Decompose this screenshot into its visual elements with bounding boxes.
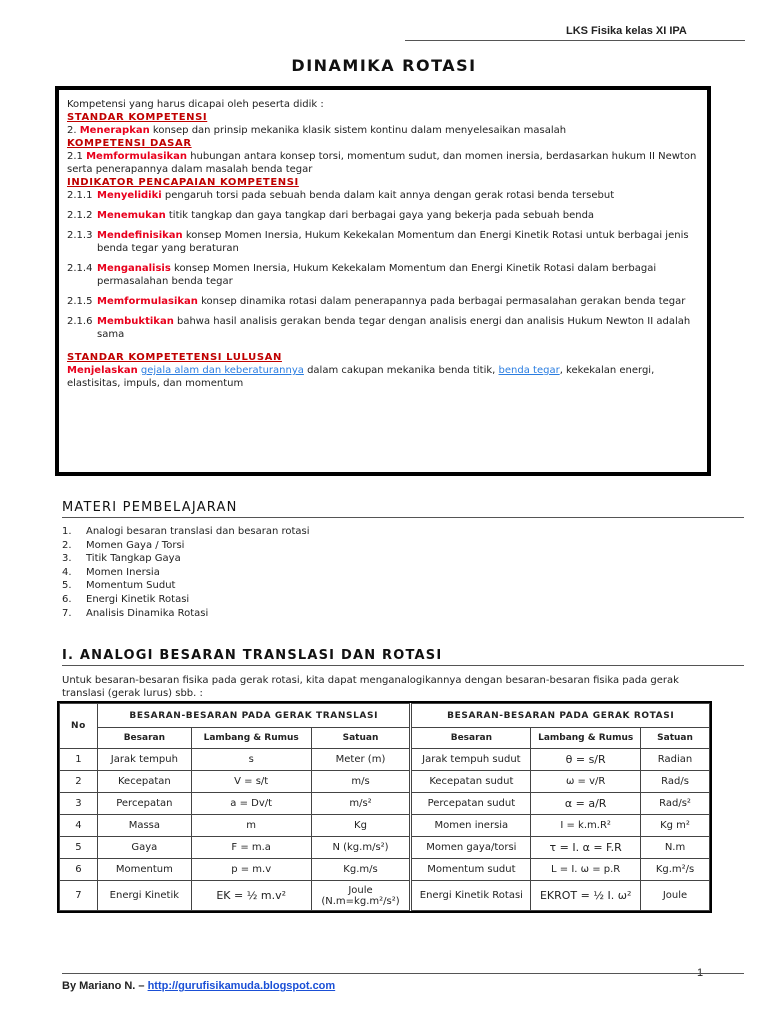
- competency-box: [55, 86, 711, 476]
- indicator-item: [67, 315, 699, 341]
- cell-r-lambang: L = I. ω = p.R: [531, 859, 641, 881]
- cell-t-satuan: Meter (m): [311, 749, 411, 771]
- cell-r-besaran: Momen inersia: [411, 815, 531, 837]
- cell-t-lambang: F = m.a: [191, 837, 311, 859]
- indicator-verb: Menganalisis: [97, 263, 171, 274]
- sk-verb: Menerapkan: [79, 125, 150, 136]
- cell-t-besaran: Massa: [97, 815, 191, 837]
- list-item: [62, 552, 310, 566]
- col-t-satuan: Satuan: [311, 728, 411, 749]
- list-number: 4.: [62, 566, 72, 578]
- cell-r-besaran: Percepatan sudut: [411, 793, 531, 815]
- cell-r-satuan: Joule: [641, 881, 710, 911]
- list-number: 7.: [62, 607, 72, 619]
- indicator-verb: Membuktikan: [97, 316, 174, 327]
- table-row: [60, 771, 710, 793]
- skl-verb: Menjelaskan: [67, 365, 138, 376]
- cell-r-lambang: ω = v/R: [531, 771, 641, 793]
- indicator-item: [67, 295, 699, 308]
- group-rotasi: BESARAN-BESARAN PADA GERAK ROTASI: [411, 704, 710, 728]
- cell-t-lambang: EK = ½ m.v²: [191, 881, 311, 911]
- table-row: [60, 881, 710, 911]
- list-item: [62, 539, 310, 553]
- col-t-lambang: Lambang & Rumus: [191, 728, 311, 749]
- col-r-lambang: Lambang & Rumus: [531, 728, 641, 749]
- section1-intro: Untuk besaran-besaran fisika pada gerak rotasi, kita dapat menganalogikannya dengan besaran-besaran fisika pada gerak translasi (gerak lurus) sbb. :: [62, 675, 679, 699]
- indicator-verb: Menyelidiki: [97, 190, 162, 201]
- cell-r-besaran: Momen gaya/torsi: [411, 837, 531, 859]
- cell-r-lambang: α = a/R: [531, 793, 641, 815]
- cell-no: 6: [60, 859, 98, 881]
- cell-no: 7: [60, 881, 98, 911]
- cell-no: 3: [60, 793, 98, 815]
- cell-t-satuan-line1: Joule: [348, 884, 373, 896]
- materi-heading: MATERI PEMBELAJARAN: [62, 500, 238, 515]
- list-text: Momentum Sudut: [86, 580, 176, 592]
- list-item: [62, 593, 310, 607]
- col-r-besaran: Besaran: [411, 728, 531, 749]
- sk-number: 2.: [67, 125, 77, 136]
- indicator-list: [67, 189, 699, 341]
- cell-r-besaran: Jarak tempuh sudut: [411, 749, 531, 771]
- indicator-verb: Menemukan: [97, 210, 166, 221]
- table-row: [60, 749, 710, 771]
- sk-heading: STANDAR KOMPETENSI: [67, 112, 208, 123]
- list-text: Momen Gaya / Torsi: [86, 539, 185, 551]
- cell-t-besaran: Energi Kinetik: [97, 881, 191, 911]
- group-translasi: BESARAN-BESARAN PADA GERAK TRANSLASI: [97, 704, 411, 728]
- col-r-satuan: Satuan: [641, 728, 710, 749]
- header-title: LKS Fisika kelas XI IPA: [566, 25, 687, 37]
- section1-rule: [62, 665, 744, 666]
- list-text: Energi Kinetik Rotasi: [86, 593, 190, 605]
- cell-r-besaran: Energi Kinetik Rotasi: [411, 881, 531, 911]
- footer: [62, 980, 335, 992]
- cell-t-besaran: Momentum: [97, 859, 191, 881]
- skl-link-benda-tegar[interactable]: benda tegar: [498, 365, 560, 376]
- section1-heading: I. ANALOGI BESARAN TRANSLASI DAN ROTASI: [62, 648, 443, 663]
- page-number: 1: [697, 967, 704, 979]
- indicator-number: 2.1.2: [67, 210, 93, 221]
- cell-t-satuan: N (kg.m/s²): [311, 837, 411, 859]
- cell-r-besaran: Momentum sudut: [411, 859, 531, 881]
- table-row: [60, 859, 710, 881]
- list-text: Titik Tangkap Gaya: [86, 553, 181, 565]
- cell-no: 4: [60, 815, 98, 837]
- indicator-item: [67, 262, 699, 288]
- footer-author: By Mariano N. –: [62, 980, 148, 992]
- page-title: DINAMIKA ROTASI: [291, 56, 477, 75]
- cell-r-besaran: Kecepatan sudut: [411, 771, 531, 793]
- list-text: Analogi besaran translasi dan besaran rotasi: [86, 526, 310, 537]
- cell-t-besaran: Percepatan: [97, 793, 191, 815]
- cell-t-satuan: m/s²: [311, 793, 411, 815]
- cell-t-satuan: Kg: [311, 815, 411, 837]
- materi-list: [62, 525, 310, 620]
- competency-intro: Kompetensi yang harus dicapai oleh peserta didik :: [67, 99, 324, 110]
- indicator-number: 2.1.1: [67, 190, 93, 201]
- indicator-body: pengaruh torsi pada sebuah benda dalam kait annya dengan gerak rotasi benda tersebut: [161, 190, 615, 201]
- list-item: [62, 525, 310, 539]
- cell-no: 1: [60, 749, 98, 771]
- list-item: [62, 607, 310, 621]
- indicator-number: 2.1.6: [67, 316, 93, 327]
- cell-t-satuan-line2: (N.m=kg.m²/s²): [321, 895, 400, 907]
- skl-middle: dalam cakupan mekanika benda titik,: [303, 365, 499, 376]
- footer-rule: [62, 973, 744, 974]
- indicator-item: [67, 189, 699, 202]
- cell-t-besaran: Jarak tempuh: [97, 749, 191, 771]
- cell-t-besaran: Gaya: [97, 837, 191, 859]
- col-t-besaran: Besaran: [97, 728, 191, 749]
- cell-r-satuan: Rad/s²: [641, 793, 710, 815]
- skl-text: [67, 364, 699, 390]
- cell-t-satuan: Kg.m/s: [311, 859, 411, 881]
- kd-verb: Memformulasikan: [86, 151, 188, 162]
- cell-t-besaran: Kecepatan: [97, 771, 191, 793]
- cell-r-lambang: EKROT = ½ I. ω²: [531, 881, 641, 911]
- list-item: [62, 566, 310, 580]
- cell-t-lambang: p = m.v: [191, 859, 311, 881]
- table-row: [60, 837, 710, 859]
- list-number: 5.: [62, 580, 72, 592]
- cell-r-satuan: N.m: [641, 837, 710, 859]
- cell-r-satuan: Radian: [641, 749, 710, 771]
- sk-body: konsep dan prinsip mekanika klasik sistem kontinu dalam menyelesaikan masalah: [149, 125, 567, 136]
- indicator-number: 2.1.3: [67, 230, 93, 241]
- indicator-verb: Mendefinisikan: [97, 230, 183, 241]
- list-item: [62, 579, 310, 593]
- indicator-verb: Memformulasikan: [97, 296, 198, 307]
- materi-rule: [62, 517, 744, 518]
- cell-t-lambang: a = Dv/t: [191, 793, 311, 815]
- kd-text: [67, 150, 699, 176]
- indicator-body: konsep dinamika rotasi dalam penerapannya pada berbagai permasalahan gerakan benda tegar: [197, 296, 686, 307]
- table-row: [60, 793, 710, 815]
- table-row: [60, 815, 710, 837]
- indicator-number: 2.1.5: [67, 296, 93, 307]
- cell-t-lambang: m: [191, 815, 311, 837]
- indicator-body: titik tangkap dan gaya tangkap dari berbagai gaya yang bekerja pada sebuah benda: [165, 210, 595, 221]
- sk-text: [67, 124, 699, 137]
- indicator-body: konsep Momen Inersia, Hukum Kekekalam Momentum dan Energi Kinetik Rotasi dalam berbagai permasalahan benda tegar: [97, 263, 657, 287]
- list-text: Momen Inersia: [86, 566, 160, 578]
- cell-r-lambang: τ = I. α = F.R: [531, 837, 641, 859]
- indicator-body: konsep Momen Inersia, Hukum Kekekalan Momentum dan Energi Kinetik Rotasi untuk berbagai jenis benda tegar yang beraturan: [97, 230, 689, 254]
- analogy-table: [59, 703, 710, 911]
- cell-r-satuan: Rad/s: [641, 771, 710, 793]
- list-number: 6.: [62, 593, 72, 605]
- cell-t-lambang: V = s/t: [191, 771, 311, 793]
- footer-link[interactable]: http://gurufisikamuda.blogspot.com: [147, 980, 336, 992]
- kd-body: hubungan antara konsep torsi, momentum sudut, dan momen inersia, berdasarkan hukum II Newton serta penerapannya dalam masalah benda tegar: [67, 151, 697, 175]
- cell-r-satuan: Kg m²: [641, 815, 710, 837]
- list-number: 3.: [62, 553, 72, 565]
- cell-no: 2: [60, 771, 98, 793]
- list-text: Analisis Dinamika Rotasi: [86, 607, 209, 619]
- kd-number: 2.1: [67, 151, 83, 162]
- skl-end: , kekekalan energi, elastisitas, impuls, dan momentum: [67, 365, 655, 389]
- ipk-heading: INDIKATOR PENCAPAIAN KOMPETENSI: [67, 177, 299, 188]
- list-number: 2.: [62, 539, 72, 551]
- skl-heading: STANDAR KOMPETETENSI LULUSAN: [67, 352, 282, 363]
- header-rule: [405, 40, 745, 41]
- cell-r-lambang: θ = s/R: [531, 749, 641, 771]
- cell-t-satuan: [311, 881, 411, 911]
- skl-link-gejala[interactable]: gejala alam dan keberaturannya: [140, 365, 304, 376]
- indicator-item: [67, 209, 699, 222]
- indicator-number: 2.1.4: [67, 263, 93, 274]
- cell-t-satuan: m/s: [311, 771, 411, 793]
- col-no: No: [60, 704, 98, 749]
- list-number: 1.: [62, 526, 72, 537]
- cell-t-lambang: s: [191, 749, 311, 771]
- indicator-body: bahwa hasil analisis gerakan benda tegar dengan analisis energi dan analisis Hukum Newton II adalah sama: [97, 316, 691, 340]
- kd-heading: KOMPETENSI DASAR: [67, 138, 192, 149]
- cell-r-lambang: I = k.m.R²: [531, 815, 641, 837]
- cell-r-satuan: Kg.m²/s: [641, 859, 710, 881]
- indicator-item: [67, 229, 699, 255]
- cell-no: 5: [60, 837, 98, 859]
